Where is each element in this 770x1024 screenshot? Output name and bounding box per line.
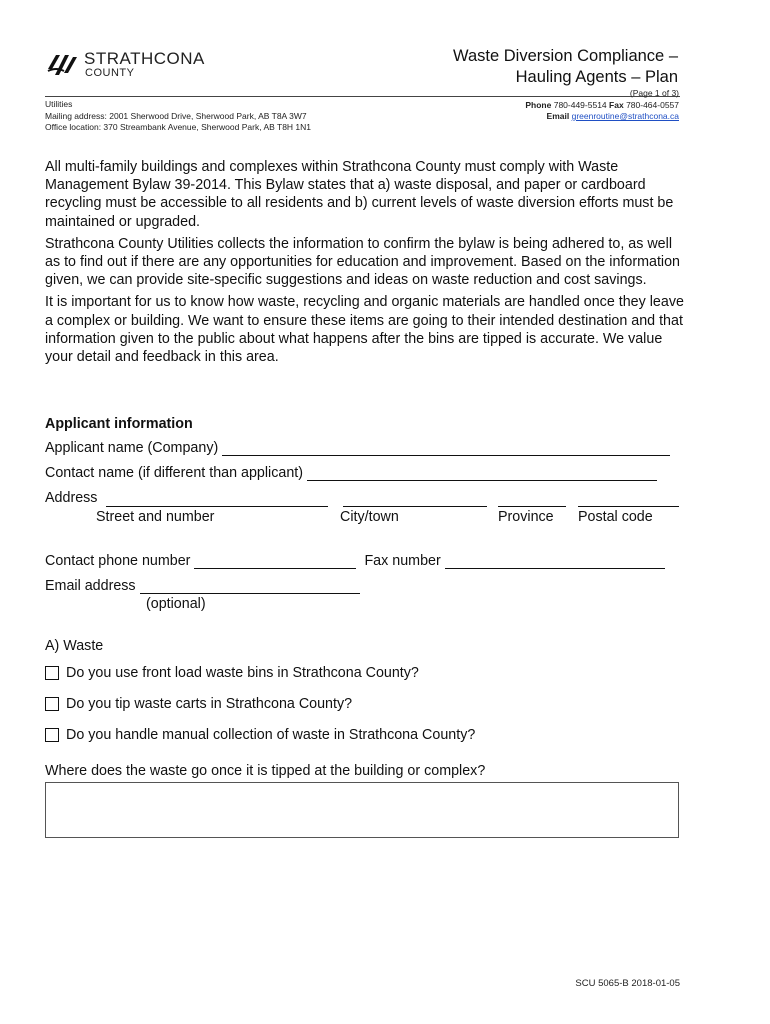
contact-name-field[interactable] (307, 465, 657, 481)
province-field[interactable] (498, 506, 566, 507)
applicant-name-field[interactable] (222, 440, 670, 456)
department: Utilities (45, 99, 73, 109)
title-line-1: Waste Diversion Compliance – (453, 47, 678, 65)
email-address-field[interactable] (140, 578, 360, 594)
strathcona-logo-icon (46, 51, 80, 79)
waste-destination-answer-box[interactable] (45, 782, 679, 838)
logo-name: STRATHCONA (84, 49, 205, 68)
document-title (453, 46, 678, 88)
applicant-section-title: Applicant information (45, 416, 193, 432)
manual-collection-checkbox[interactable] (45, 728, 59, 742)
email-row (45, 578, 360, 594)
applicant-name-label: Applicant name (Company) (45, 440, 219, 456)
postal-code-field[interactable] (578, 506, 679, 507)
phone-label: Phone (525, 99, 552, 110)
intro-paragraph-1: All multi-family buildings and complexes within Strathcona County must comply with Waste Management Bylaw 39-2014. This Bylaw states that a) waste disposal, and paper or cardboard recycling must be accessible to all residents and b) current levels of waste diversion efforts must be maintained or upgraded. (45, 159, 674, 230)
contact-name-row (45, 465, 657, 481)
form-code: SCU 5065-B 2018-01-05 (575, 978, 680, 989)
phone-fax-line (525, 100, 679, 112)
intro-text (45, 158, 685, 370)
email-address-label: Email address (45, 578, 136, 594)
fax-number: 780-464-0557 (626, 99, 679, 110)
city-label: City/town (340, 509, 399, 525)
optional-label: (optional) (146, 596, 206, 612)
contact-name-label: Contact name (if different than applicant) (45, 465, 304, 481)
address-label: Address (45, 490, 98, 506)
street-field[interactable] (106, 506, 328, 507)
postal-code-label: Postal code (578, 509, 653, 525)
province-label: Province (498, 509, 554, 525)
phone-number: 780-449-5514 (553, 99, 607, 110)
city-field[interactable] (343, 506, 487, 507)
tip-carts-question: Do you tip waste carts in Strathcona County? (66, 696, 353, 712)
logo-county: COUNTY (85, 67, 135, 79)
title-line-2: Hauling Agents – Plan (515, 68, 678, 86)
fax-number-label: Fax number (364, 553, 441, 569)
phone-fax-row (45, 553, 665, 569)
applicant-name-row (45, 440, 670, 456)
email-link[interactable]: greenroutine@strathcona.ca (571, 111, 679, 121)
street-label: Street and number (96, 509, 215, 525)
intro-paragraph-3: It is important for us to know how waste, recycling and organic materials are handled once they leave a complex or building. We want to ensure these items are going to their intended destination and that information given to the public about what happens after the bins are tipped is accurate. We value your detail and feedback in this area. (45, 294, 684, 366)
fax-number-field[interactable] (445, 553, 665, 569)
contact-block (525, 88, 679, 123)
question-tip-carts-row (45, 696, 352, 712)
address-block (45, 99, 311, 134)
fax-label: Fax (609, 99, 624, 110)
manual-collection-question: Do you handle manual collection of waste in Strathcona County? (66, 727, 476, 743)
mailing-address: Mailing address: 2001 Sherwood Drive, Sherwood Park, AB T8A 3W7 (45, 110, 307, 121)
contact-phone-field[interactable] (194, 553, 356, 569)
front-load-checkbox[interactable] (45, 666, 59, 680)
email-line (525, 111, 679, 123)
intro-paragraph-2: Strathcona County Utilities collects the information to confirm the bylaw is being adhered to, as well as to find out if there are any opportunities for education and improvement. Based on the information given, we can provide site-specific suggestions and ideas on waste reduction and cost savings. (45, 235, 681, 289)
tip-carts-checkbox[interactable] (45, 697, 59, 711)
waste-section-title: A) Waste (45, 638, 104, 654)
question-manual-collection-row (45, 727, 475, 743)
page-indicator: (Page 1 of 3) (629, 88, 679, 98)
office-location: Office location: 370 Streambank Avenue, Sherwood Park, AB T8H 1N1 (45, 122, 312, 132)
strathcona-logo (46, 50, 205, 79)
front-load-question: Do you use front load waste bins in Strathcona County? (66, 665, 419, 681)
contact-phone-label: Contact phone number (45, 553, 191, 569)
question-front-load-row (45, 665, 419, 681)
email-label: Email (546, 111, 570, 121)
address-row (45, 490, 97, 506)
waste-destination-question: Where does the waste go once it is tipped at the building or complex? (45, 763, 486, 779)
